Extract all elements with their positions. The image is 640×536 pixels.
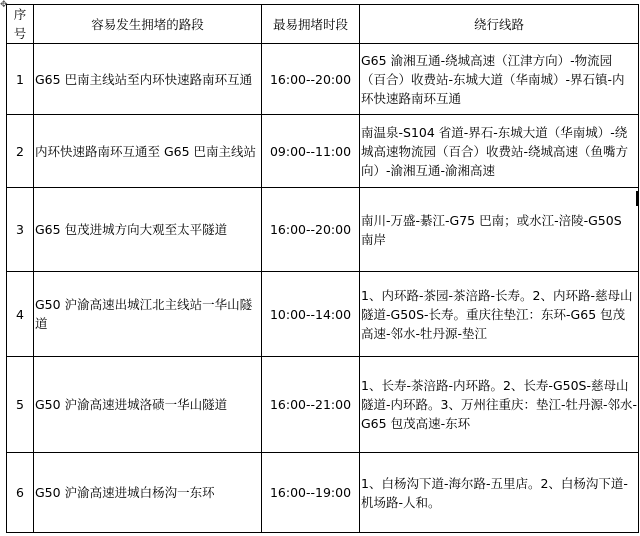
row-time: 16:00--20:00 <box>262 44 360 115</box>
header-time: 最易拥堵时段 <box>262 5 360 44</box>
congestion-table <box>6 4 639 533</box>
row-segment: 内环快速路南环互通至 G65 巴南主线站 <box>34 115 262 188</box>
table-header-row <box>7 5 639 44</box>
row-time: 10:00--14:00 <box>262 272 360 357</box>
row-detour: 1、白杨沟下道-海尔路-五里店。2、白杨沟下道-机场路-人和。 <box>360 453 639 533</box>
row-index: 2 <box>7 115 34 188</box>
header-index: 序号 <box>7 5 34 44</box>
header-detour: 绕行线路 <box>360 5 639 44</box>
row-time: 16:00--19:00 <box>262 453 360 533</box>
row-index: 6 <box>7 453 34 533</box>
row-index: 3 <box>7 188 34 272</box>
row-detour: 南川-万盛-綦江-G75 巴南；或水江-涪陵-G50S 南岸 <box>360 188 639 272</box>
row-time: 16:00--20:00 <box>262 188 360 272</box>
table-row <box>7 272 639 357</box>
table-row <box>7 453 639 533</box>
row-index: 4 <box>7 272 34 357</box>
row-detour: 1、内环路-茶园-茶涪路-长寿。2、内环路-慈母山隧道-G50S-长寿。重庆往垫江：东环-G65 包茂高速-邻水-牡丹源-垫江 <box>360 272 639 357</box>
table-move-handle-icon[interactable]: ✥ <box>0 0 8 10</box>
table-row <box>7 357 639 453</box>
row-detour: G65 渝湘互通-绕城高速（江津方向）-物流园（百合）收费站-东城大道（华南城）-界石镇-内环快速路南环互通 <box>360 44 639 115</box>
row-time: 16:00--21:00 <box>262 357 360 453</box>
row-segment: G50 沪渝高速进城洛碛一华山隧道 <box>34 357 262 453</box>
table-row <box>7 44 639 115</box>
row-time: 09:00--11:00 <box>262 115 360 188</box>
table-row <box>7 188 639 272</box>
table-row <box>7 115 639 188</box>
text-cursor <box>636 191 638 206</box>
row-segment: G50 沪渝高速进城白杨沟一东环 <box>34 453 262 533</box>
row-index: 1 <box>7 44 34 115</box>
row-segment: G65 包茂进城方向大观至太平隧道 <box>34 188 262 272</box>
row-index: 5 <box>7 357 34 453</box>
row-segment: G50 沪渝高速出城江北主线站一华山隧道 <box>34 272 262 357</box>
row-detour: 南温泉-S104 省道-界石-东城大道（华南城）-绕城高速物流园（百合）收费站-绕城高速（鱼嘴方向）-渝湘互通-渝湘高速 <box>360 115 639 188</box>
row-segment: G65 巴南主线站至内环快速路南环互通 <box>34 44 262 115</box>
row-detour: 1、长寿-茶涪路-内环路。2、长寿-G50S-慈母山隧道-内环路。3、万州往重庆：垫江-牡丹源-邻水-G65 包茂高速-东环 <box>360 357 639 453</box>
header-segment: 容易发生拥堵的路段 <box>34 5 262 44</box>
